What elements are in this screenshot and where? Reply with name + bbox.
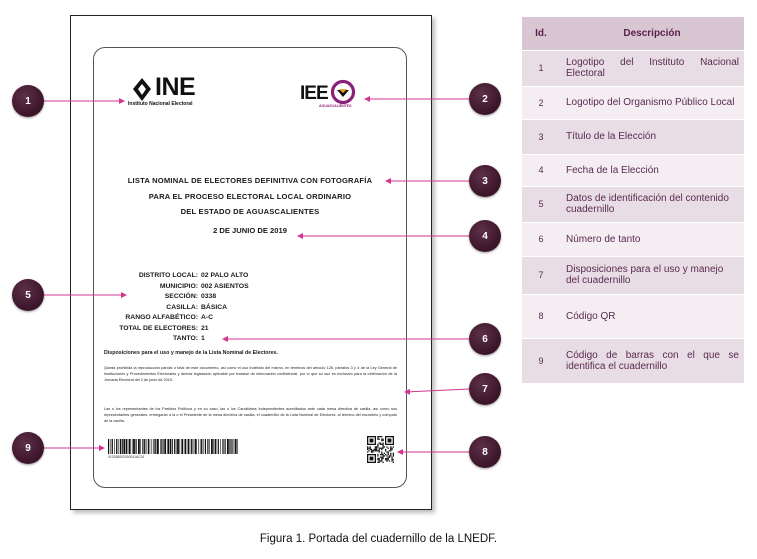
legend-id: 8: [522, 294, 560, 338]
legend-header-id: Id.: [522, 17, 560, 50]
table-row: [522, 86, 744, 119]
info-value: 002 ASIENTOS: [201, 282, 249, 290]
info-label: SECCIÓN:: [164, 293, 198, 300]
marker-8: 8: [469, 436, 501, 468]
legend-id: 5: [522, 186, 560, 222]
info-label: TANTO:: [172, 335, 198, 342]
info-value: 21: [201, 324, 209, 332]
iee-subtitle: AGUASCALIENTES: [319, 104, 352, 108]
legend-description: Título de la Elección: [560, 119, 744, 154]
marker-6: 6: [469, 323, 501, 355]
title-line: PARA EL PROCESO ELECTORAL LOCAL ORDINARIO: [148, 191, 352, 201]
election-date: 2 DE JUNIO DE 2019: [213, 226, 287, 235]
legend-id: 3: [522, 119, 560, 154]
figure-caption: Figura 1. Portada del cuadernillo de la LNEDF.: [259, 533, 498, 545]
leader-line-7: [405, 389, 469, 392]
legend-header-row: [522, 17, 744, 50]
info-value: 02 PALO ALTO: [201, 272, 249, 279]
table-row: [522, 222, 744, 256]
info-value: BÁSICA: [201, 303, 228, 311]
legend-table: [522, 17, 744, 383]
table-row: [522, 154, 744, 186]
legend-id: 7: [522, 256, 560, 294]
legend-description: Fecha de la Elección: [560, 154, 744, 186]
legend-description: Disposiciones para el uso y manejo del cuadernillo: [560, 256, 744, 294]
marker-1: 1: [12, 85, 44, 117]
legend-description: Datos de identificación del contenido cuadernillo: [560, 186, 744, 222]
legend-description: Número de tanto: [560, 222, 744, 256]
legend-header-description: Descripción: [560, 17, 744, 50]
table-row: [522, 256, 744, 294]
table-row: [522, 50, 744, 86]
legend-description: Logotipo del Instituto Nacional Electoral: [560, 50, 744, 86]
marker-4: 4: [469, 220, 501, 252]
table-row: [522, 119, 744, 154]
marker-9: 9: [12, 432, 44, 464]
title-line: DEL ESTADO DE AGUASCALIENTES: [180, 207, 320, 216]
info-value: 0338: [201, 293, 217, 300]
legend-id: 2: [522, 86, 560, 119]
ine-subtitle: Instituto Nacional Electoral: [128, 101, 193, 107]
table-row: [522, 294, 744, 338]
dispositions-title: Disposiciones para el uso y manejo de la Lista Nominal de Electores.: [104, 350, 278, 356]
legend-id: 6: [522, 222, 560, 256]
title-line: LISTA NOMINAL DE ELECTORES DEFINITIVA CON FOTOGRAFÍA: [127, 176, 373, 185]
marker-7: 7: [469, 373, 501, 405]
marker-3: 3: [469, 165, 501, 197]
info-label: MUNICIPIO:: [159, 282, 198, 290]
info-label: TOTAL DE ELECTORES:: [119, 324, 198, 332]
disposition-paragraph: Las o los representantes de los Partidos Políticos y en su caso, las o los Candidatos Independientes acreditados ante cada mesa directiva de casilla, así como sus representantes generales, entregarán a la o el Presidente de la mesa directiva de casilla, el cuadernillo de la Lista Nominal de Electores, al término del escrutinio y cómputo de la casilla.: [104, 407, 397, 423]
legend-description: Logotipo del Organismo Público Local: [560, 86, 744, 119]
legend-description: Código QR: [560, 294, 744, 338]
table-row: [522, 338, 744, 383]
table-row: [522, 186, 744, 222]
legend-id: 4: [522, 154, 560, 186]
barcode-number: 010338002000011AC01: [108, 455, 145, 459]
marker-2: 2: [469, 83, 501, 115]
legend-description: Código de barras con el que se identifica el cuadernillo: [560, 338, 744, 383]
ine-logo-text: INE: [155, 73, 196, 101]
disposition-paragraph: Queda prohibida la reproducción parcial o total de este documento, así como el uso indebido del mismo, en términos del artículo 126, párrafos 3 y 4 de la Ley General de Instituciones y Procedimientos Electorales y demás legislación aplicable por tratarse de información confidencial, por lo que su uso es exclusivo para la celebración de la Jornada Electoral del 2 de junio de 2019.: [104, 366, 397, 382]
info-value: 1: [201, 335, 205, 342]
iee-logo-text: IEE: [300, 83, 328, 104]
info-value: A-C: [201, 314, 214, 321]
info-label: DISTRITO LOCAL:: [138, 272, 198, 279]
legend-id: 9: [522, 338, 560, 383]
info-label: CASILLA:: [166, 303, 198, 311]
info-label: RANGO ALFABÉTICO:: [125, 314, 198, 321]
marker-5: 5: [12, 279, 44, 311]
legend-id: 1: [522, 50, 560, 86]
